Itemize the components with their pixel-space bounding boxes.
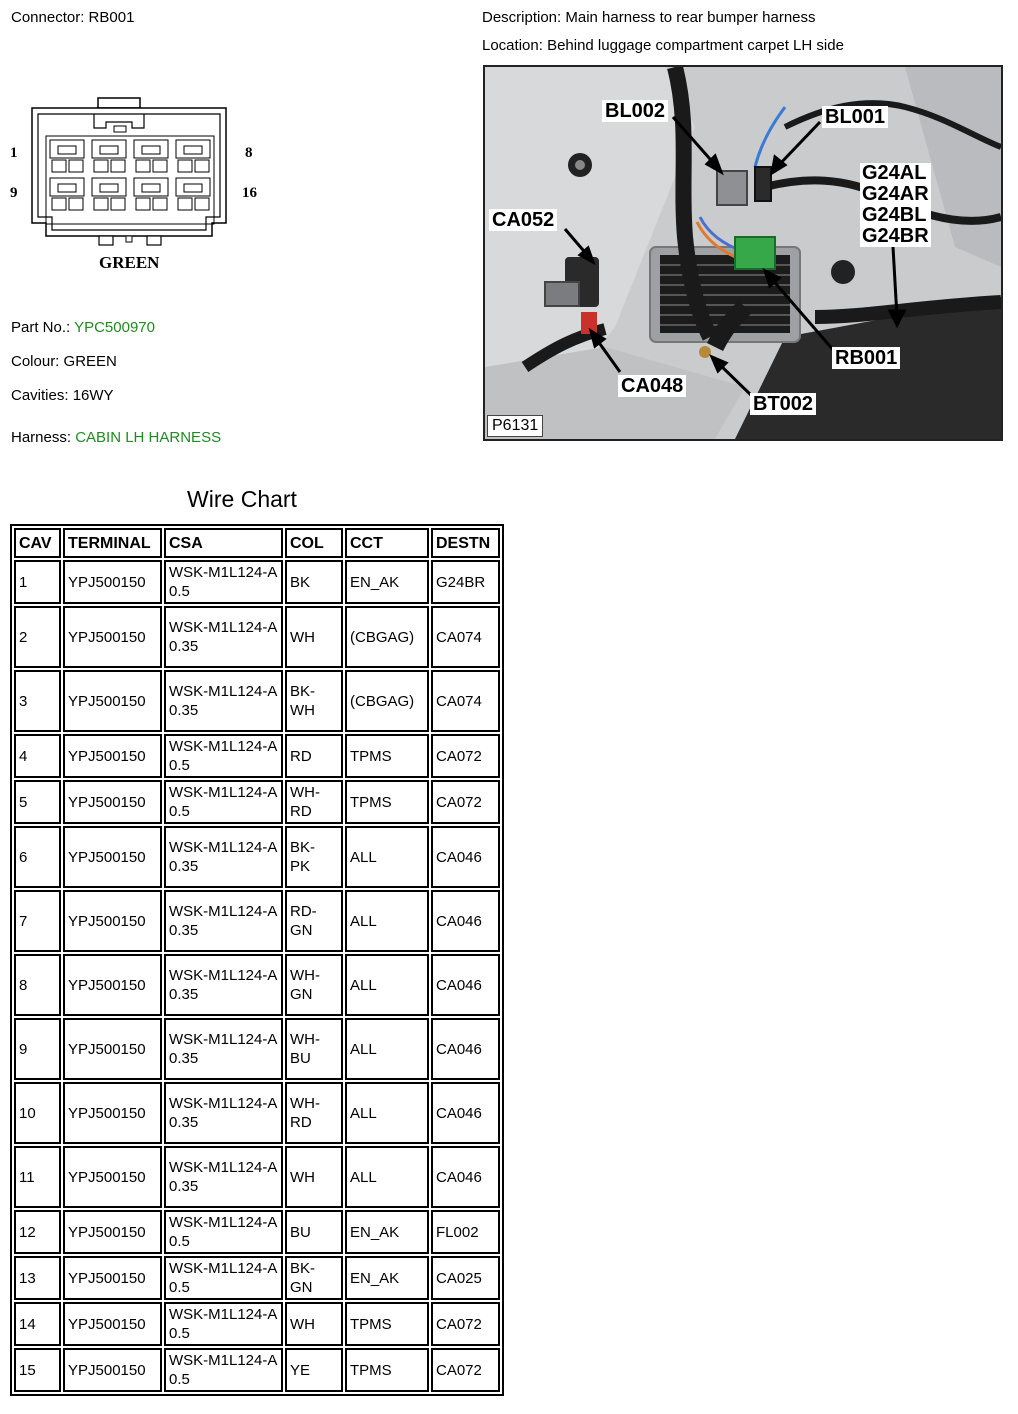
pin-label-9: 9 xyxy=(10,185,18,201)
pin-label-16: 16 xyxy=(242,185,257,201)
connector-line xyxy=(11,9,134,26)
harness-line xyxy=(11,429,221,446)
cell-destn-text: CA074 xyxy=(436,628,482,646)
callout-g24br: G24BR xyxy=(862,225,929,247)
cell-terminal-text: YPJ500150 xyxy=(68,848,146,866)
cell-terminal-text: YPJ500150 xyxy=(68,628,146,646)
wire-chart-body xyxy=(14,560,500,1392)
cell-csa xyxy=(164,780,283,824)
cell-col xyxy=(285,734,343,778)
cell-cct-text: TPMS xyxy=(350,1361,392,1379)
cell-destn xyxy=(431,1256,500,1300)
callout-bt002: BT002 xyxy=(750,393,816,415)
cell-col-text: BK-GN xyxy=(290,1260,316,1296)
cell-destn-text: CA072 xyxy=(436,1361,482,1379)
header-csa: CSA xyxy=(164,528,283,558)
callout-g24al: G24AL xyxy=(862,163,929,184)
cell-cav xyxy=(14,780,61,824)
cell-csa xyxy=(164,1256,283,1300)
table-row xyxy=(14,1210,500,1254)
location-label: Location: xyxy=(482,37,543,54)
part-no-line xyxy=(11,319,155,336)
cell-terminal-text: YPJ500150 xyxy=(68,573,146,591)
cell-cct xyxy=(345,1256,429,1300)
cell-csa-text: WSK-M1L124-A 0.5 xyxy=(169,1306,277,1342)
cell-destn-text: G24BR xyxy=(436,573,486,591)
connector-label: Connector: xyxy=(11,9,85,26)
cell-cct-text: TPMS xyxy=(350,747,392,765)
cell-cct xyxy=(345,560,429,604)
cell-destn-text: CA046 xyxy=(436,1104,482,1122)
table-row xyxy=(14,826,500,888)
cell-destn xyxy=(431,734,500,778)
cell-terminal xyxy=(63,1146,162,1208)
cell-csa-text: WSK-M1L124-A 0.35 xyxy=(169,1031,277,1067)
cell-cct-text: (CBGAG) xyxy=(350,692,415,710)
cell-cav xyxy=(14,826,61,888)
cell-destn-text: CA072 xyxy=(436,793,482,811)
table-row xyxy=(14,1018,500,1080)
cell-col xyxy=(285,606,343,668)
harness-label: Harness: xyxy=(11,429,72,446)
callout-bl002: BL002 xyxy=(602,100,668,122)
cell-cav-text: 4 xyxy=(19,747,28,765)
colour-label: Colour: xyxy=(11,353,60,370)
cell-col xyxy=(285,890,343,952)
callout-g24bl: G24BL xyxy=(862,205,929,226)
cavities-label: Cavities: xyxy=(11,387,69,404)
cell-csa-text: WSK-M1L124-A 0.35 xyxy=(169,683,277,719)
cell-col-text: RD-GN xyxy=(290,903,317,939)
cell-col-text: WH xyxy=(290,628,315,646)
cell-csa-text: WSK-M1L124-A 0.5 xyxy=(169,1260,277,1296)
cell-col-text: WH-RD xyxy=(290,1095,320,1131)
cell-csa-text: WSK-M1L124-A 0.35 xyxy=(169,967,277,1003)
cell-cav xyxy=(14,1256,61,1300)
cell-col-text: BK xyxy=(290,573,311,591)
cell-cct xyxy=(345,780,429,824)
cell-cct-text: ALL xyxy=(350,976,377,994)
cell-terminal-text: YPJ500150 xyxy=(68,1361,146,1379)
table-row xyxy=(14,606,500,668)
pin-label-1: 1 xyxy=(10,145,18,161)
cell-col xyxy=(285,780,343,824)
cell-terminal xyxy=(63,734,162,778)
cell-destn xyxy=(431,670,500,732)
cell-col xyxy=(285,954,343,1016)
cell-terminal-text: YPJ500150 xyxy=(68,912,146,930)
cell-col-text: WH xyxy=(290,1168,315,1186)
cell-cav-text: 2 xyxy=(19,628,28,646)
cell-cav-text: 7 xyxy=(19,912,28,930)
cell-destn-text: CA025 xyxy=(436,1269,482,1287)
cell-terminal-text: YPJ500150 xyxy=(68,1315,146,1333)
callout-g24ar: G24AR xyxy=(862,183,929,205)
cell-col xyxy=(285,1018,343,1080)
cell-terminal xyxy=(63,890,162,952)
cell-col-text: WH-RD xyxy=(290,784,320,820)
cell-destn xyxy=(431,954,500,1016)
colour-line xyxy=(11,353,117,370)
callout-bl001: BL001 xyxy=(822,106,888,128)
cell-cav xyxy=(14,954,61,1016)
cell-destn xyxy=(431,1082,500,1144)
cell-csa xyxy=(164,1210,283,1254)
cell-cav xyxy=(14,1018,61,1080)
cell-csa xyxy=(164,1082,283,1144)
connector-face-diagram xyxy=(6,88,286,278)
cell-cct-text: ALL xyxy=(350,848,377,866)
cell-cav xyxy=(14,1210,61,1254)
header-cct: CCT xyxy=(345,528,429,558)
cell-csa-text: WSK-M1L124-A 0.35 xyxy=(169,1095,277,1131)
cell-col xyxy=(285,670,343,732)
cell-cav xyxy=(14,734,61,778)
cell-cav xyxy=(14,890,61,952)
cell-terminal xyxy=(63,1348,162,1392)
cell-cav xyxy=(14,1302,61,1346)
colour-value: GREEN xyxy=(63,353,117,370)
cell-destn-text: CA046 xyxy=(436,848,482,866)
cell-terminal-text: YPJ500150 xyxy=(68,1168,146,1186)
cell-destn-text: CA046 xyxy=(436,1040,482,1058)
cell-terminal xyxy=(63,780,162,824)
cell-cav-text: 6 xyxy=(19,848,28,866)
cell-cav xyxy=(14,560,61,604)
callout-g24-group xyxy=(860,163,931,247)
table-row xyxy=(14,670,500,732)
cell-terminal-text: YPJ500150 xyxy=(68,1223,146,1241)
callout-ca052: CA052 xyxy=(489,209,557,231)
description-label: Description: xyxy=(482,9,562,26)
cell-col xyxy=(285,1146,343,1208)
cell-csa-text: WSK-M1L124-A 0.35 xyxy=(169,1159,277,1195)
cell-terminal xyxy=(63,826,162,888)
cell-csa xyxy=(164,1146,283,1208)
cell-cct-text: EN_AK xyxy=(350,1223,400,1241)
cell-destn-text: CA072 xyxy=(436,1315,482,1333)
cell-terminal xyxy=(63,606,162,668)
cell-cct xyxy=(345,1302,429,1346)
cell-col-text: RD xyxy=(290,747,312,765)
pin-label-8: 8 xyxy=(245,145,253,161)
cavities-line xyxy=(11,387,114,404)
cell-cct xyxy=(345,670,429,732)
cell-cct xyxy=(345,1146,429,1208)
callout-rb001: RB001 xyxy=(832,347,900,369)
cell-terminal-text: YPJ500150 xyxy=(68,1040,146,1058)
cell-col-text: YE xyxy=(290,1361,311,1379)
table-row xyxy=(14,1348,500,1392)
cell-csa xyxy=(164,670,283,732)
cell-csa xyxy=(164,560,283,604)
cell-col xyxy=(285,1082,343,1144)
cell-cct xyxy=(345,954,429,1016)
cell-cct xyxy=(345,1210,429,1254)
location-line xyxy=(482,37,844,54)
cell-destn-text: CA046 xyxy=(436,976,482,994)
cell-csa-text: WSK-M1L124-A 0.5 xyxy=(169,1214,277,1250)
table-row xyxy=(14,780,500,824)
cell-cav-text: 12 xyxy=(19,1223,36,1241)
location-photo xyxy=(483,65,1003,441)
cell-terminal xyxy=(63,670,162,732)
cell-destn xyxy=(431,780,500,824)
cell-col-text: BU xyxy=(290,1223,311,1241)
connector-value: RB001 xyxy=(88,9,135,26)
cell-col-text: WH-BU xyxy=(290,1031,320,1067)
part-no-label: Part No.: xyxy=(11,319,71,336)
cell-cct-text: ALL xyxy=(350,1168,377,1186)
description-value: Main harness to rear bumper harness xyxy=(565,9,816,26)
callout-ca048: CA048 xyxy=(618,375,686,397)
cell-cct xyxy=(345,1082,429,1144)
cell-destn xyxy=(431,1302,500,1346)
cell-cav-text: 15 xyxy=(19,1361,36,1379)
cell-csa xyxy=(164,890,283,952)
cell-destn-text: CA046 xyxy=(436,1168,482,1186)
cell-destn xyxy=(431,1348,500,1392)
cell-cav xyxy=(14,670,61,732)
cell-terminal xyxy=(63,1082,162,1144)
cell-cav-text: 11 xyxy=(19,1168,35,1186)
cell-cct-text: EN_AK xyxy=(350,573,400,591)
cell-csa xyxy=(164,734,283,778)
cell-terminal-text: YPJ500150 xyxy=(68,1104,146,1122)
cell-cav xyxy=(14,1146,61,1208)
connector-face-svg xyxy=(6,88,286,278)
wire-chart-header-row xyxy=(14,528,500,558)
cell-cct xyxy=(345,890,429,952)
cell-cct xyxy=(345,606,429,668)
cell-col-text: BK-WH xyxy=(290,683,316,719)
cell-terminal-text: YPJ500150 xyxy=(68,1269,146,1287)
cell-cav xyxy=(14,1082,61,1144)
cell-terminal-text: YPJ500150 xyxy=(68,976,146,994)
cell-terminal xyxy=(63,1302,162,1346)
cell-cct xyxy=(345,1018,429,1080)
cell-cct xyxy=(345,734,429,778)
cell-csa xyxy=(164,1302,283,1346)
cell-col xyxy=(285,1210,343,1254)
cell-cav xyxy=(14,1348,61,1392)
location-value: Behind luggage compartment carpet LH side xyxy=(547,37,844,54)
cell-csa-text: WSK-M1L124-A 0.35 xyxy=(169,903,277,939)
cell-terminal-text: YPJ500150 xyxy=(68,793,146,811)
cell-terminal-text: YPJ500150 xyxy=(68,692,146,710)
harness-value: CABIN LH HARNESS xyxy=(75,429,222,446)
cell-cav-text: 3 xyxy=(19,692,28,710)
connector-colour-caption: GREEN xyxy=(99,253,160,272)
cell-col-text: WH-GN xyxy=(290,967,320,1003)
cell-destn xyxy=(431,560,500,604)
cavities-value: 16WY xyxy=(72,387,114,404)
cell-cct xyxy=(345,1348,429,1392)
cell-csa xyxy=(164,954,283,1016)
cell-csa-text: WSK-M1L124-A 0.5 xyxy=(169,738,277,774)
cell-cct-text: (CBGAG) xyxy=(350,628,415,646)
header-destn: DESTN xyxy=(431,528,500,558)
cell-destn xyxy=(431,1146,500,1208)
cell-csa-text: WSK-M1L124-A 0.35 xyxy=(169,619,277,655)
header-cav: CAV xyxy=(14,528,61,558)
wire-chart-table xyxy=(10,524,504,1396)
cell-destn-text: CA072 xyxy=(436,747,482,765)
cell-terminal xyxy=(63,1256,162,1300)
cell-cav-text: 1 xyxy=(19,573,28,591)
cell-destn-text: CA046 xyxy=(436,912,482,930)
cell-cav xyxy=(14,606,61,668)
cell-col-text: BK-PK xyxy=(290,839,316,875)
description-line xyxy=(482,9,816,26)
header-terminal: TERMINAL xyxy=(63,528,162,558)
cell-col xyxy=(285,1256,343,1300)
cell-csa xyxy=(164,1348,283,1392)
cell-csa-text: WSK-M1L124-A 0.5 xyxy=(169,564,277,600)
cell-terminal xyxy=(63,1018,162,1080)
cell-csa xyxy=(164,606,283,668)
cell-terminal-text: YPJ500150 xyxy=(68,747,146,765)
table-row xyxy=(14,1146,500,1208)
cell-col xyxy=(285,826,343,888)
cell-cav-text: 10 xyxy=(19,1104,36,1122)
cell-csa-text: WSK-M1L124-A 0.5 xyxy=(169,1352,277,1388)
cell-cav-text: 8 xyxy=(19,976,28,994)
table-row xyxy=(14,890,500,952)
cell-col xyxy=(285,1348,343,1392)
cell-csa-text: WSK-M1L124-A 0.5 xyxy=(169,784,277,820)
table-row xyxy=(14,734,500,778)
cell-cav-text: 9 xyxy=(19,1040,28,1058)
cell-cct-text: ALL xyxy=(350,1040,377,1058)
table-row xyxy=(14,954,500,1016)
cell-cav-text: 14 xyxy=(19,1315,36,1333)
cell-destn xyxy=(431,1210,500,1254)
table-row xyxy=(14,1082,500,1144)
cell-cct xyxy=(345,826,429,888)
header-col: COL xyxy=(285,528,343,558)
cell-col xyxy=(285,1302,343,1346)
cell-cct-text: TPMS xyxy=(350,1315,392,1333)
location-photo-illustration xyxy=(485,67,1001,439)
cell-col-text: WH xyxy=(290,1315,315,1333)
cell-destn xyxy=(431,606,500,668)
cell-cav-text: 13 xyxy=(19,1269,36,1287)
photo-id-label: P6131 xyxy=(487,415,543,437)
part-no-value: YPC500970 xyxy=(74,319,155,336)
cell-destn xyxy=(431,890,500,952)
cell-destn xyxy=(431,826,500,888)
cell-csa xyxy=(164,826,283,888)
cell-cct-text: EN_AK xyxy=(350,1269,400,1287)
cell-terminal xyxy=(63,1210,162,1254)
cell-terminal xyxy=(63,560,162,604)
cell-csa-text: WSK-M1L124-A 0.35 xyxy=(169,839,277,875)
cell-cav-text: 5 xyxy=(19,793,28,811)
cell-cct-text: ALL xyxy=(350,1104,377,1122)
cell-destn-text: FL002 xyxy=(436,1223,479,1241)
wire-chart-title: Wire Chart xyxy=(187,486,297,512)
cell-cct-text: TPMS xyxy=(350,793,392,811)
cell-destn xyxy=(431,1018,500,1080)
cell-cct-text: ALL xyxy=(350,912,377,930)
table-row xyxy=(14,1256,500,1300)
cell-col xyxy=(285,560,343,604)
table-row xyxy=(14,560,500,604)
cell-csa xyxy=(164,1018,283,1080)
cell-terminal xyxy=(63,954,162,1016)
cell-destn-text: CA074 xyxy=(436,692,482,710)
table-row xyxy=(14,1302,500,1346)
